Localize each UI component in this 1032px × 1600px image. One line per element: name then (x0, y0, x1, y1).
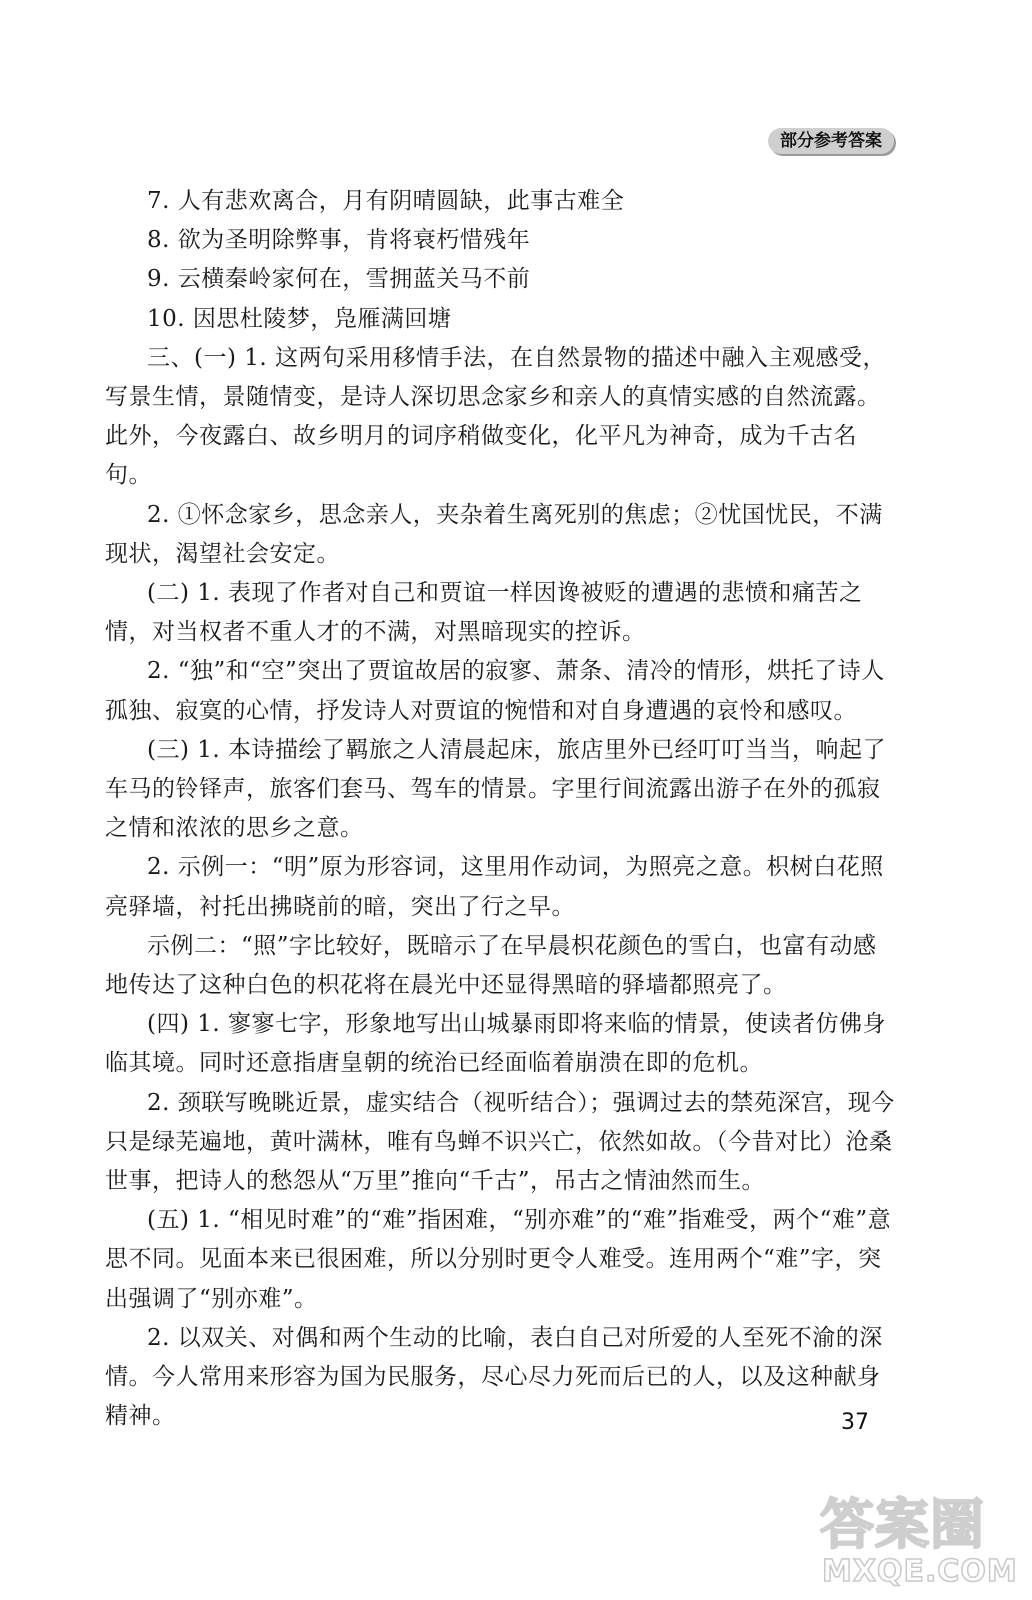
section-header-badge: 部分参考答案 (768, 128, 894, 154)
answer-paragraph: 2. “独”和“空”突出了贾谊故居的寂寥、萧条、清冷的情形，烘托了诗人孤独、寂寞的心情，抒发诗人对贾谊的惋惜和对自身遭遇的哀怜和感叹。 (105, 658, 885, 724)
answer-paragraph: 2. 以双关、对偶和两个生动的比喻，表白自己对所爱的人至死不渝的深情。今人常用来形容为国为民服务，尽心尽力死而后已的人，以及这种献身精神。 (105, 1324, 883, 1430)
answer-paragraph: (三) 1. 本诗描绘了羁旅之人清晨起床，旅店里外已经叮叮当当，响起了车马的铃铎声，旅客们套马、驾车的情景。字里行间流露出游子在外的孤寂之情和浓浓的思乡之意。 (105, 736, 887, 842)
answer-paragraph: 10. 因思杜陵梦，凫雁满回塘 (147, 305, 452, 332)
answer-paragraph: (四) 1. 寥寥七字，形象地写出山城暴雨即将来临的情景，使读者仿佛身临其境。同时还意指唐皇朝的统治已经面临着崩溃在即的危机。 (105, 1011, 887, 1077)
answer-paragraph: 2. 颈联写晚眺近景，虚实结合（视听结合）；强调过去的禁苑深宫，现今只是绿芜遍地，黄叶满林，唯有鸟蝉不识兴亡，依然如故。（今昔对比）沧桑世事，把诗人的愁怨从“万里”推向“千古”，吊古之情油然而生。 (105, 1089, 895, 1195)
answer-paragraph: 2. 示例一：“明”原为形容词，这里用作动词，为照亮之意。枳树白花照亮驿墙，衬托出拂晓前的暗，突出了行之早。 (105, 854, 884, 920)
answer-paragraph: (五) 1. “相见时难”的“难”指困难，“别亦难”的“难”指难受，两个“难”意思不同。见面本来已很困难，所以分别时更令人难受。连用两个“难”字，突出强调了“别亦难”。 (105, 1207, 892, 1312)
answer-paragraph: 7. 人有悲欢离合，月有阴晴圆缺，此事古难全 (147, 188, 625, 214)
answer-paragraph: 三、(一) 1. 这两句采用移情手法，在自然景物的描述中融入主观感受，写景生情，景随情变，是诗人深切思念家乡和亲人的真情实感的自然流露。此外，今夜露白、故乡明月的词序稍做变化，化平凡为神奇，成为千古名句。 (105, 344, 887, 489)
answer-paragraph: 9. 云横秦岭家何在，雪拥蓝关马不前 (147, 266, 531, 293)
page-number: 37 (841, 1410, 869, 1435)
watermark-logo: 答案圈 (820, 1493, 985, 1556)
answer-paragraph: 2. ①怀念家乡，思念亲人，夹杂着生离死别的焦虑；②忧国忧民，不满现状，渴望社会安定。 (105, 501, 883, 567)
answer-paragraph: 示例二：“照”字比较好，既暗示了在早晨枳花颜色的雪白，也富有动感地传达了这种白色的枳花将在晨光中还显得黑暗的驿墙都照亮了。 (105, 932, 877, 999)
watermark-domain: MXQE.COM (822, 1554, 1018, 1589)
answer-paragraph: 8. 欲为圣明除弊事，肯将衰朽惜残年 (147, 227, 531, 254)
answer-text-body (105, 182, 895, 1437)
answer-paragraph: (二) 1. 表现了作者对自己和贾谊一样因谗被贬的遭遇的悲愤和痛苦之情，对当权者不重人才的不满，对黑暗现实的控诉。 (105, 580, 863, 646)
